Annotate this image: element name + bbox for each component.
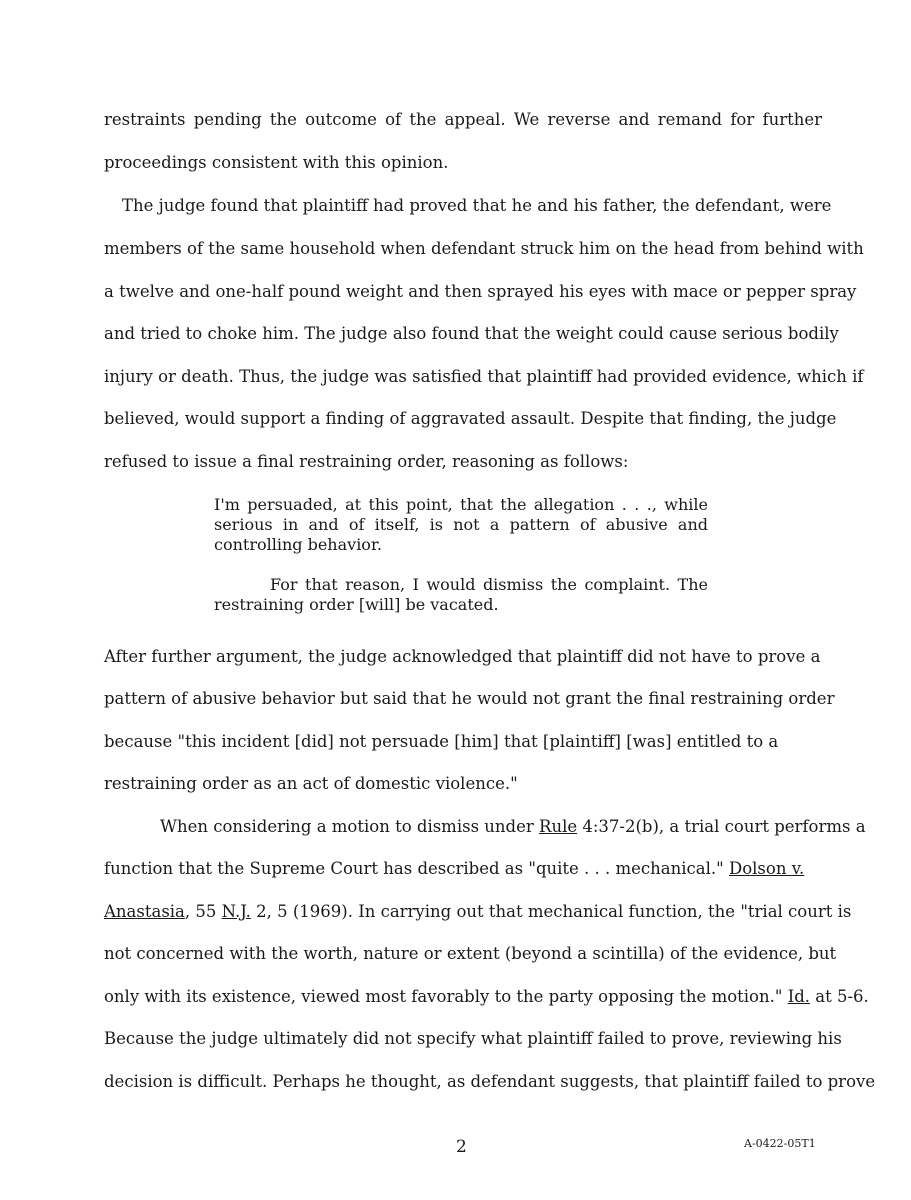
- body-text-line: [104, 859, 805, 878]
- text-run: function that the Supreme Court has described as "quite . . . mechanical.": [104, 859, 729, 878]
- quote-line: serious in and of itself, is not a pattern of abusive and: [214, 515, 708, 534]
- body-text-line: members of the same household when defendant struck him on the head from behind with: [104, 239, 864, 258]
- page-number: 2: [456, 1137, 467, 1157]
- text-run: only with its existence, viewed most favorably to the party opposing the motion.": [104, 987, 788, 1006]
- rule-citation: Rule: [539, 817, 578, 836]
- body-text-line: [104, 987, 869, 1006]
- text-run: 4:37-2(b), a trial court performs a: [577, 817, 866, 836]
- body-text-line: [160, 817, 866, 836]
- docket-number: A-0422-05T1: [744, 1137, 816, 1150]
- case-citation: Anastasia: [104, 902, 185, 921]
- body-text-line: a twelve and one-half pound weight and then sprayed his eyes with mace or pepper spray: [104, 282, 857, 301]
- quote-line: restraining order [will] be vacated.: [214, 595, 499, 614]
- body-text-line: believed, would support a finding of aggravated assault. Despite that finding, the judge: [104, 409, 837, 428]
- text-run: at 5-6.: [810, 987, 869, 1006]
- body-text-line: After further argument, the judge acknowledged that plaintiff did not have to prove a: [104, 647, 821, 666]
- block-quote: [214, 495, 708, 615]
- body-text-line: refused to issue a final restraining order, reasoning as follows:: [104, 452, 629, 471]
- text-run: , 55: [184, 902, 222, 921]
- text-run: 2, 5 (1969). In carrying out that mechanical function, the "trial court is: [250, 902, 852, 921]
- body-text-line: decision is difficult. Perhaps he thought, as defendant suggests, that plaintiff failed to prove: [104, 1072, 876, 1091]
- body-text-line: injury or death. Thus, the judge was satisfied that plaintiff had provided evidence, which if: [104, 367, 864, 386]
- body-text-line: not concerned with the worth, nature or extent (beyond a scintilla) of the evidence, but: [104, 944, 837, 963]
- body-text-line: because "this incident [did] not persuade [him] that [plaintiff] [was] entitled to a: [104, 732, 779, 751]
- body-text-line: restraints pending the outcome of the appeal. We reverse and remand for further: [104, 110, 822, 129]
- quote-line: For that reason, I would dismiss the complaint. The: [270, 575, 708, 594]
- body-text-line: [104, 902, 852, 921]
- body-text-line: proceedings consistent with this opinion.: [104, 153, 449, 172]
- body-text-line: The judge found that plaintiff had proved that he and his father, the defendant, were: [122, 196, 832, 215]
- quote-line: I'm persuaded, at this point, that the allegation . . ., while: [214, 495, 708, 514]
- case-citation: Dolson v.: [728, 859, 805, 878]
- reporter-citation: N.J.: [221, 902, 251, 921]
- quote-line: controlling behavior.: [214, 535, 382, 554]
- text-run: When considering a motion to dismiss under: [160, 817, 540, 836]
- id-citation: Id.: [787, 987, 811, 1006]
- body-text-line: Because the judge ultimately did not specify what plaintiff failed to prove, reviewing his: [104, 1029, 842, 1048]
- body-text-line: pattern of abusive behavior but said that he would not grant the final restraining order: [104, 689, 835, 708]
- body-text-line: and tried to choke him. The judge also found that the weight could cause serious bodily: [104, 324, 839, 343]
- body-text-line: restraining order as an act of domestic violence.": [104, 774, 518, 793]
